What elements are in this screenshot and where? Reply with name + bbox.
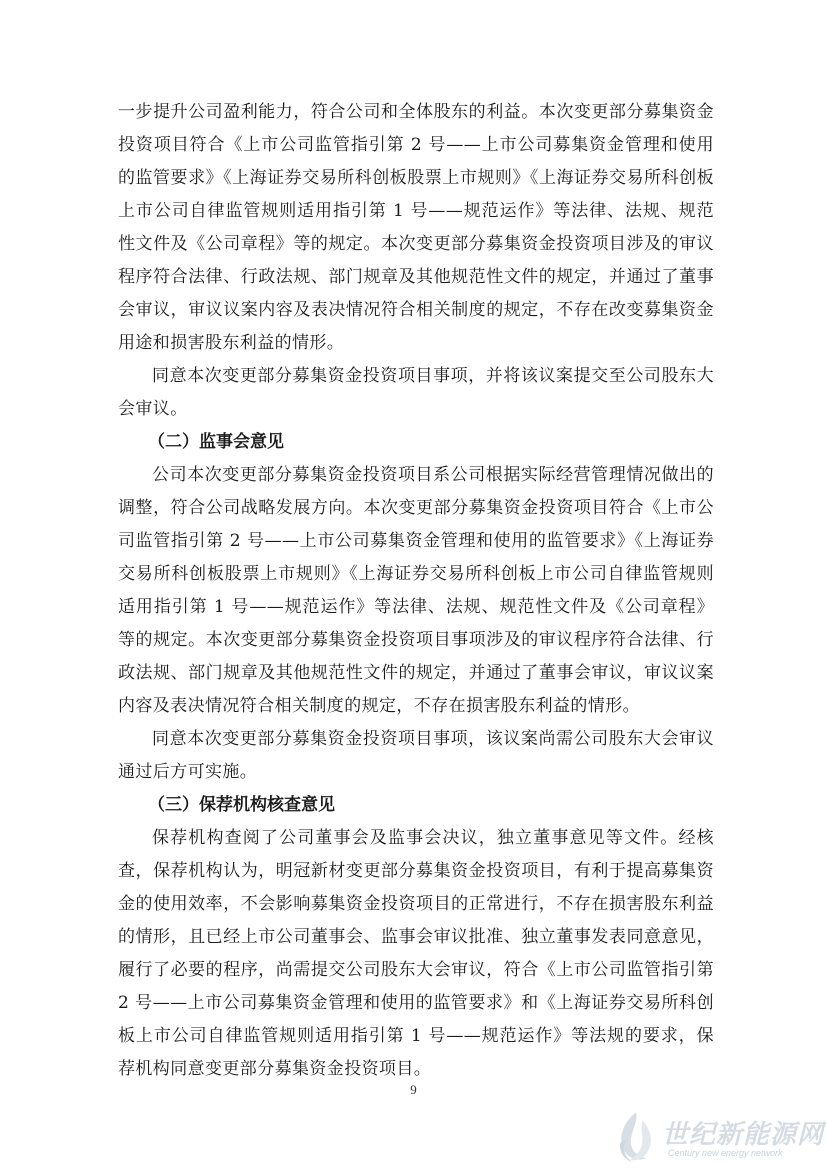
paragraph-supervisory-board-opinion: 公司本次变更部分募集资金投资项目系公司根据实际经营管理情况做出的调整，符合公司战略发展方向。本次变更部分募集资金投资项目符合《上市公司监管指引第 2 号——上市公司募集资金管理和使用的监管要求》《上海证券交易所科创板股票上市规则》《上海证券交易所科创板上市公司自律监管规则适用指引第 1 号——规范运作》等法律、法规、规范性文件及《公司章程》等的规定。本次变更部分募集资金投资项目事项涉及的审议程序符合法律、行政法规、部门规章及其他规范性文件的规定，并通过了董事会审议，审议议案内容及表决情况符合相关制度的规定，不存在损害股东利益的情形。 <box>118 465 714 716</box>
heading-supervisory-board-opinion: （二）监事会意见 <box>148 432 284 452</box>
document-body <box>118 96 714 1086</box>
watermark-logo <box>612 1108 825 1166</box>
watermark-subtitle: Century new energy network <box>668 1148 783 1158</box>
heading-sponsor-verification-opinion: （三）保荐机构核查意见 <box>148 795 335 815</box>
watermark-title: 世纪新能源网 <box>662 1120 825 1150</box>
flame-leaf-logo-icon <box>612 1110 658 1164</box>
paragraph-sponsor-verification-opinion: 保荐机构查阅了公司董事会及监事会决议，独立董事意见等文件。经核查，保荐机构认为，明冠新材变更部分募集资金投资项目，有利于提高募集资金的使用效率，不会影响募集资金投资项目的正常进行，不存在损害股东利益的情形，且已经上市公司董事会、监事会审议批准、独立董事发表同意意见，履行了必要的程序，尚需提交公司股东大会审议，符合《上市公司监管指引第 2 号——上市公司募集资金管理和使用的监管要求》和《上海证券交易所科创板上市公司自律监管规则适用指引第 1 号——规范运作》等法规的要求，保荐机构同意变更部分募集资金投资项目。 <box>118 828 714 1079</box>
paragraph-supervisory-board-agreement: 同意本次变更部分募集资金投资项目事项，该议案尚需公司股东大会审议通过后方可实施。 <box>118 729 714 782</box>
paragraph-board-opinion-continued: 一步提升公司盈利能力，符合公司和全体股东的利益。本次变更部分募集资金投资项目符合《上市公司监管指引第 2 号——上市公司募集资金管理和使用的监管要求》《上海证券交易所科创板股票上市规则》《上海证券交易所科创板上市公司自律监管规则适用指引第 1 号——规范运作》等法律、法规、规范性文件及《公司章程》等的规定。本次变更部分募集资金投资项目涉及的审议程序符合法律、行政法规、部门规章及其他规范性文件的规定，并通过了董事会审议，审议议案内容及表决情况符合相关制度的规定，不存在改变募集资金用途和损害股东利益的情形。 <box>118 102 714 353</box>
page-number: 9 <box>410 1082 417 1097</box>
paragraph-board-agreement: 同意本次变更部分募集资金投资项目事项，并将该议案提交至公司股东大会审议。 <box>118 366 714 419</box>
